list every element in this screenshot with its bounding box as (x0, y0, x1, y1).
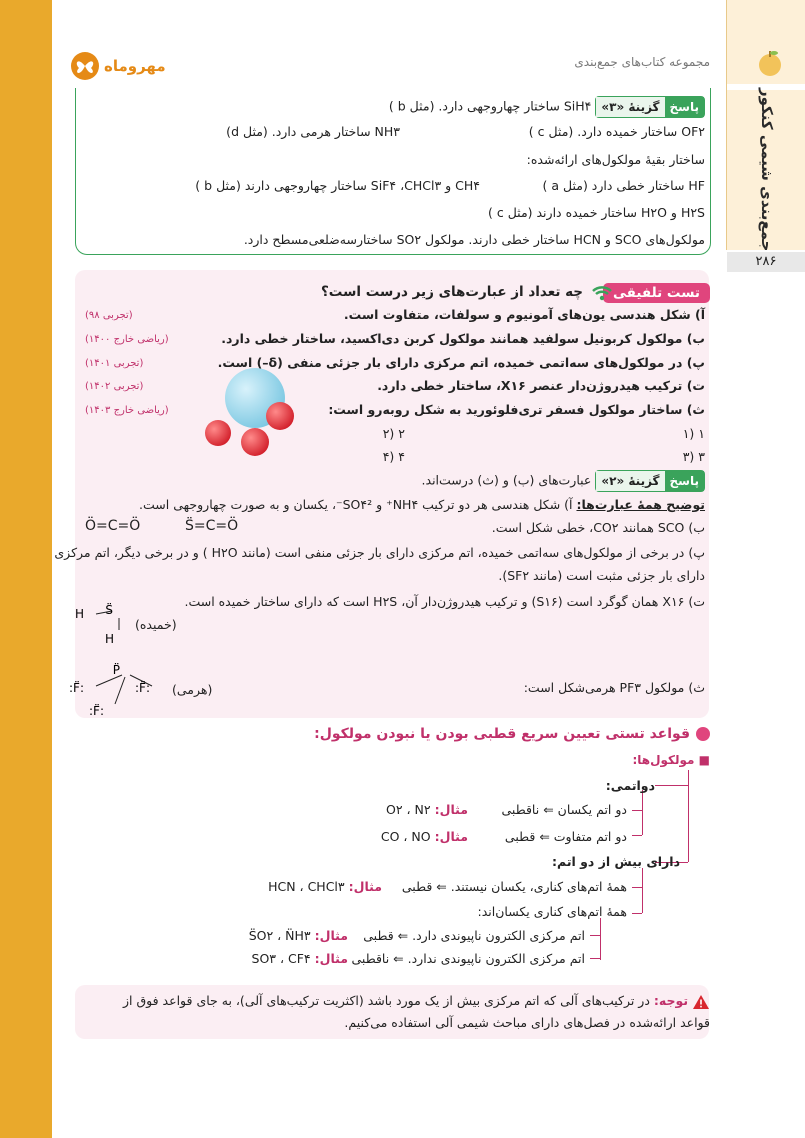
explain-p-1: پ) در برخی از مولکول‌های سه‌اتمی خمیده، اتم مرکزی دارای بار جزئی منفی است (مانند H۲O ) و در برخی دیگر، اتم مرکزی (54, 545, 705, 560)
source-th: (ریاضی خارج ۱۴۰۳) (85, 405, 169, 416)
same-atoms-rule: دو اتم یکسان ⇐ ناقطبی (501, 802, 627, 817)
diatomic-label: دواتمی: (605, 778, 655, 793)
explain-th: ث) مولکول PF۳ هرمی‌شکل است: (523, 680, 705, 695)
answer-line-1: پاسخ گزینهٔ «۳» SiH۴ ساختار چهاروجهی دارد. (مثل b ) (389, 96, 705, 118)
answer-line-2a: OF۲ ساختار خمیده دارد. (مثل c ) (528, 124, 705, 139)
answer-line-6: مولکول‌های SCO و HCN ساختار خطی دارند. مولکول SO۲ ساختارسه‌ضلعی‌مسطح دارد. (243, 232, 705, 247)
not-same-rule: همهٔ اتم‌های کناری، یکسان نیستند. ⇐ قطبی (401, 879, 627, 894)
answer-line-3: ساختار بقیهٔ مولکول‌های ارائه‌شده: (526, 152, 705, 167)
same-atoms-example: مثال: O۲ ، N۲ (386, 802, 468, 817)
statement-a: آ) شکل هندسی یون‌های آمونیوم و سولفات، متفاوت است. (343, 307, 705, 322)
apple-icon (755, 48, 785, 78)
tree-trunk (688, 770, 689, 862)
tree-trunk (600, 918, 601, 960)
ocs-structure: S̈=C=Ö (185, 518, 239, 534)
warning-icon (692, 994, 710, 1010)
answer-line-5: H۲S و H۲O ساختار خمیده دارند (مثل c ) (488, 205, 705, 220)
lone-pair-rule: اتم مرکزی الکترون ناپیوندی دارد. ⇐ قطبی (363, 928, 585, 943)
lone-pair-example: مثال: S̈O۲ ، N̈H۳ (248, 928, 348, 943)
statement-b: ب) مولکول کربونیل سولفید همانند مولکول کربن دی‌اکسید، ساختار خطی دارد. (221, 331, 705, 346)
butterfly-icon (70, 51, 100, 81)
source-t: (تجربی ۱۴۰۲) (85, 381, 144, 392)
tree-branch (655, 785, 688, 786)
multi-atom-label: دارای بیش از دو اتم: (552, 854, 680, 869)
explain-p-2: دارای بار جزئی مثبت است (مانند SF۲). (498, 568, 705, 583)
svg-text::F̈:: :F̈: (135, 681, 150, 695)
tree-trunk (642, 790, 643, 835)
statement-t: ت) ترکیب هیدروژن‌دار عنصر X۱۶، ساختار خطی دارد. (377, 378, 705, 393)
source-p: (تجربی ۱۴۰۱) (85, 358, 144, 369)
no-lone-pair-rule: اتم مرکزی الکترون ناپیوندی ندارد. ⇐ ناقطبی (351, 951, 585, 966)
publisher-logo: مهروماه (70, 48, 170, 84)
h2s-structure (74, 598, 132, 648)
diff-atoms-example: مثال: CO ، NO (380, 829, 468, 844)
page-number: ۲۸۶ (727, 252, 805, 272)
answer-tag: پاسخ گزینهٔ «۳» (595, 96, 705, 118)
statement-p: پ) در مولکول‌های سه‌اتمی خمیده، اتم مرکزی دارای بار جزئی منفی (δ–) است. (217, 355, 705, 370)
choice-1: ۱ (۱ (682, 426, 705, 441)
svg-text::F̈:: :F̈: (69, 681, 84, 695)
choice-3: ۳ (۳ (682, 449, 705, 464)
pf3-label: (هرمی) (172, 682, 213, 697)
answer-line-4a: HF ساختار خطی دارد (مثل a ) (542, 178, 705, 193)
svg-text::F̈:: :F̈: (89, 704, 104, 718)
tree-branch (632, 913, 642, 914)
explain-t: ت) X۱۶ همان گوگرد است (S۱۶) و ترکیب هیدروژن‌دار آن، H۲S است که دارای ساختار خمیده است. (184, 594, 705, 609)
answer-line-2b: NH۳ ساختار هرمی دارد. (مثل d) (226, 124, 400, 139)
chapter-title: جمع‌بندی شیمی کنکور (758, 88, 776, 252)
explain-a-line: توضیح همهٔ عبارت‌ها: آ) شکل هندسی هر دو ترکیب NH۴⁺ و SO۴²⁻، یکسان و به صورت چهاروجهی است. (139, 497, 705, 512)
pf3-molecule-model (200, 358, 310, 468)
tree-branch (632, 810, 642, 811)
tree-trunk (642, 868, 643, 913)
h2s-label: (خمیده) (135, 617, 177, 632)
tree-branch (632, 887, 642, 888)
question-stem: چه تعداد از عبارت‌های زیر درست است؟ (320, 284, 583, 300)
tree-branch (590, 958, 600, 959)
note-text: توجه: در ترکیب‌های آلی که اتم مرکزی بیش از یک مورد باشد (اکثریت ترکیب‌های آلی)، به جای قواعد فوق از قواعد ارائه‌شده در فصل‌های دارای مباحث شیمی آلی استفاده می‌کنیم. (122, 993, 710, 1030)
source-a: (تجربی ۹۸) (85, 310, 133, 321)
bullet-icon (696, 727, 710, 741)
side-band (0, 0, 52, 1138)
no-lone-pair-example: مثال: SO۳ ، CF۴ (251, 951, 348, 966)
answer2-line: پاسخ گزینهٔ «۲» عبارت‌های (ب) و (ث) درست‌اند. (422, 470, 705, 492)
explain-b: ب) SCO همانند CO۲، خطی شکل است. (491, 520, 705, 535)
svg-text:S̈: S̈ (105, 603, 113, 617)
pf3-structure (69, 660, 177, 720)
svg-text:H: H (104, 632, 114, 646)
source-b: (ریاضی خارج ۱۴۰۰) (85, 334, 169, 345)
tree-branch (632, 835, 642, 836)
statement-th: ث) ساختار مولکول فسفر تری‌فلوئورید به شکل روبه‌رو است: (328, 402, 705, 417)
co2-structure: Ö=C=Ö (85, 518, 141, 534)
tree-branch (590, 935, 600, 936)
answer2-tag: پاسخ گزینهٔ «۲» (595, 470, 705, 492)
svg-text:P̈: P̈ (112, 663, 120, 677)
rules-heading: قواعد تستی تعیین سریع قطبی بودن یا نبودن مولکول: (314, 726, 710, 742)
choice-2: ۲ (۲ (382, 426, 405, 441)
test-badge: تست تلفیقی (603, 283, 710, 303)
diff-atoms-rule: دو اتم متفاوت ⇐ قطبی (504, 829, 627, 844)
not-same-example: مثال: HCN ، CHCl۳ (268, 879, 382, 894)
wifi-icon (591, 284, 613, 302)
series-title: مجموعه کتاب‌های جمع‌بندی (574, 55, 710, 69)
all-same-label: همهٔ اتم‌های کناری یکسان‌اند: (477, 904, 627, 919)
answer-line-4b: CH۴ و SiF۴ ،CHCl۳ ساختار چهاروجهی دارند (مثل b ) (195, 178, 480, 193)
choice-4: ۴ (۴ (382, 449, 405, 464)
molecules-label: ■ مولکول‌ها: (632, 753, 710, 767)
svg-text:H: H (74, 607, 84, 621)
